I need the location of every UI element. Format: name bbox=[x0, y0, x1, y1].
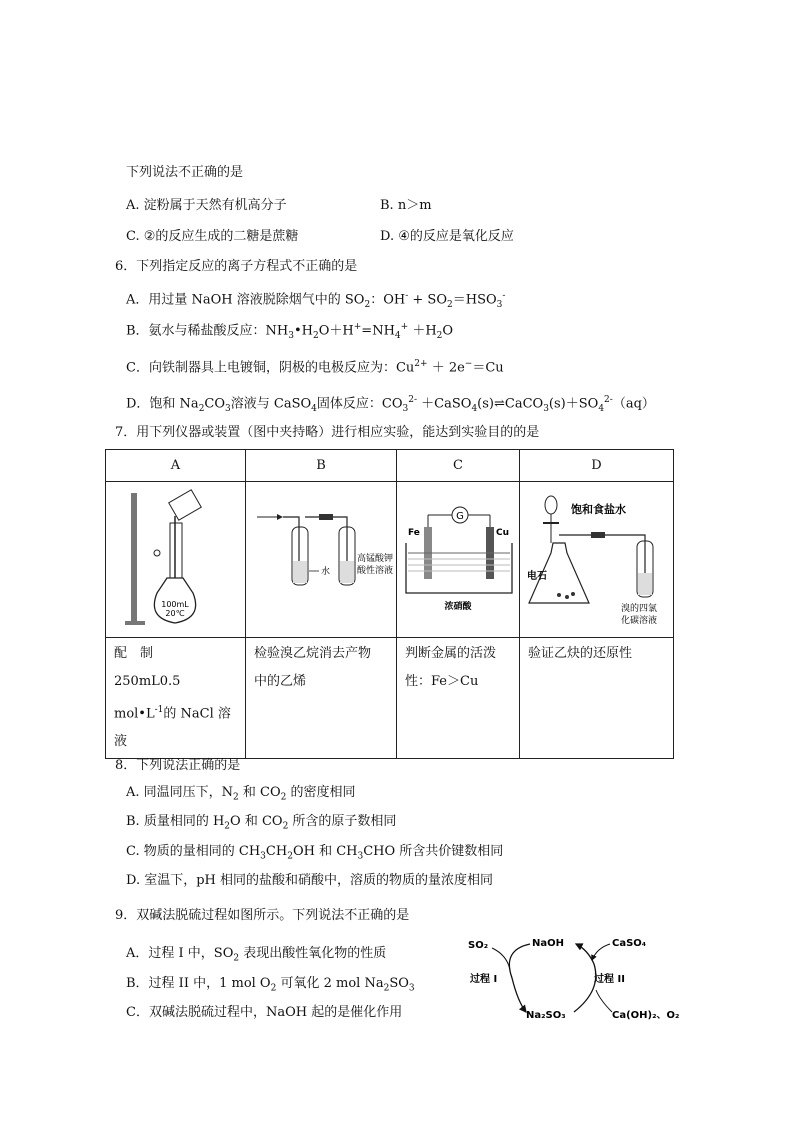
q9-option-c[interactable]: C．双碱法脱硫过程中，NaOH 起的是催化作用 bbox=[126, 1005, 403, 1020]
q6-option-b[interactable]: B．氨水与稀盐酸反应：$NH_3•H_2O+H^+=NH_4^+ +H_2O$ bbox=[126, 322, 454, 341]
cu-electrode-label: Cu bbox=[496, 527, 510, 538]
q9-stem: 9．双碱法脱硫过程如图所示。下列说法不正确的是 bbox=[115, 908, 410, 923]
diag-naoh: NaOH bbox=[532, 938, 564, 949]
q6-option-a[interactable]: A．用过量 NaOH 溶液脱除烟气中的 $SO_2$：$OH^- + SO_2=HSO_3^-$ bbox=[126, 291, 506, 310]
q7-desc-b-line2: 中的乙烯 bbox=[254, 674, 307, 689]
q6-a-tail: ：OH bbox=[370, 292, 406, 308]
diag-so2: SO₂ bbox=[468, 940, 489, 951]
diag-process-2: 过程 II bbox=[594, 974, 625, 985]
q6-option-d[interactable]: D．饱和 $Na_2CO_3$溶液与 CaSO$_4$固体反应：$CO_3^{2-}$ $+CaSO_4(s)\rightleftharpoons CaCO_3(s)+SO_4^{2-}(aq)$ bbox=[126, 395, 655, 414]
q5-option-b[interactable]: B. n＞m bbox=[380, 198, 432, 213]
q8-option-b[interactable]: B. 质量相同的 $H_2O$ 和 $CO_2$ 所含的原子数相同 bbox=[126, 814, 397, 832]
q6-a-text: A．用过量 NaOH 溶液脱除烟气中的 SO bbox=[126, 292, 365, 308]
q7-desc-a-line2: $mol•L^{-1}$的 NaCl 溶液 bbox=[114, 705, 231, 750]
q9-option-a[interactable]: A．过程 I 中，$SO_2$ 表现出酸性氧化物的性质 bbox=[126, 946, 387, 964]
flask-volume-label: 100mL bbox=[160, 599, 189, 609]
q6-c-text: C．向铁制器具上电镀铜，阴极的电极反应为：Cu bbox=[126, 360, 415, 376]
q7-apparatus-c[interactable] bbox=[397, 482, 520, 638]
fe-electrode-label: Fe bbox=[408, 527, 420, 538]
q7-header-a: A bbox=[106, 450, 246, 482]
q7-desc-b bbox=[246, 638, 397, 759]
q7-desc-d bbox=[520, 638, 674, 759]
calcium-carbide-label: 电石 bbox=[526, 570, 547, 582]
q5-option-c[interactable]: C. ②的反应生成的二糖是蔗糖 bbox=[126, 229, 299, 244]
q8-option-c[interactable]: C. 物质的量相同的 $CH_3CH_2OH$ 和 $CH_3CHO$ 所含共价键数相同 bbox=[126, 844, 504, 862]
q9-option-b[interactable]: B．过程 II 中，1 mol $O_2$ 可氧化 2 mol $Na_2SO_3$ bbox=[126, 976, 415, 994]
q7-apparatus-b[interactable] bbox=[246, 482, 397, 638]
q8-option-a[interactable]: A. 同温同压下，$N_2$ 和 $CO_2$ 的密度相同 bbox=[126, 785, 356, 803]
q8-stem: 8．下列说法正确的是 bbox=[115, 758, 241, 773]
q6-d-mid: 溶液与 CaSO bbox=[230, 396, 312, 412]
brine-label: 饱和食盐水 bbox=[570, 502, 626, 516]
q7-apparatus-d[interactable] bbox=[520, 482, 674, 638]
double-alkali-cycle-diagram bbox=[462, 930, 692, 1025]
q7-desc-a-line1: 配 制 250mL0.5 bbox=[114, 646, 181, 689]
q7-header-b: B bbox=[246, 450, 397, 482]
q7-desc-c bbox=[397, 638, 520, 759]
conc-nitric-acid-label: 浓硝酸 bbox=[444, 601, 472, 612]
diag-caso4: CaSO₄ bbox=[612, 938, 647, 949]
q6-d-text: D．饱和 Na bbox=[126, 396, 199, 412]
diag-caoh2-o2: Ca(OH)₂、O₂ bbox=[612, 1010, 680, 1021]
q7-stem: 7．用下列仪器或装置（图中夹持略）进行相应实验，能达到实验目的的是 bbox=[115, 425, 540, 440]
q7-apparatus-a[interactable] bbox=[106, 482, 246, 638]
q6-d-mid2: 固体反应：CO bbox=[316, 396, 403, 412]
diag-na2so3: Na₂SO₃ bbox=[526, 1010, 566, 1021]
q6-stem: 6．下列指定反应的离子方程式不正确的是 bbox=[115, 259, 358, 274]
kmno4-label-1: 高锰酸钾 bbox=[357, 553, 394, 564]
galvanometer-label: G bbox=[456, 510, 464, 522]
q7-desc-d-line1: 验证乙炔的还原性 bbox=[528, 646, 633, 661]
q8-a-text: A. 同温同压下，N bbox=[126, 785, 234, 800]
volumetric-flask-icon bbox=[107, 483, 245, 633]
water-label: 水 bbox=[321, 566, 331, 577]
q5-option-a[interactable]: A. 淀粉属于天然有机高分子 bbox=[126, 198, 287, 213]
diag-process-1: 过程 I bbox=[470, 974, 498, 985]
q7-desc-a-unit: mol•L bbox=[114, 706, 155, 722]
q8-option-d[interactable]: D. 室温下，pH 相同的盐酸和硝酸中，溶质的物质的量浓度相同 bbox=[126, 873, 494, 888]
q8-c-text: C. 物质的量相同的 CH bbox=[126, 844, 261, 859]
q6-option-c[interactable]: C．向铁制器具上电镀铜，阴极的电极反应为：$Cu^{2+} + 2e^-=Cu$ bbox=[126, 359, 504, 376]
bromine-solution-label-1: 溴的四氯 bbox=[620, 603, 657, 614]
q9-b-text: B．过程 II 中，1 mol O bbox=[126, 976, 271, 991]
q9-a-tail: 表现出酸性氧化物的性质 bbox=[243, 946, 387, 961]
q9-a-text: A．过程 I 中，SO bbox=[126, 946, 234, 961]
q7-desc-b-line1: 检验溴乙烷消去产物 bbox=[254, 646, 372, 661]
q5-stem: 下列说法不正确的是 bbox=[126, 165, 244, 180]
q7-desc-c-line2: 性：Fe＞Cu bbox=[405, 674, 479, 689]
galvanic-cell-icon bbox=[398, 483, 518, 633]
kmno4-label-2: 酸性溶液 bbox=[357, 565, 394, 576]
bromine-solution-label-2: 化碳溶液 bbox=[620, 615, 657, 626]
q7-desc-a-tail: 的 NaCl 溶液 bbox=[114, 706, 231, 750]
q9-b-mid: 可氧化 2 mol Na bbox=[280, 976, 384, 991]
q7-header-c: C bbox=[397, 450, 520, 482]
q7-header-d: D bbox=[520, 450, 674, 482]
flask-temp-label: 20℃ bbox=[164, 608, 185, 618]
q8-b-text: B. 质量相同的 H bbox=[126, 814, 225, 829]
q7-desc-c-line1: 判断金属的活泼 bbox=[405, 646, 497, 661]
q7-table bbox=[105, 449, 674, 759]
acetylene-generator-icon bbox=[521, 483, 673, 633]
q5-option-d[interactable]: D. ④的反应是氧化反应 bbox=[380, 229, 514, 244]
test-tube-apparatus-icon bbox=[247, 483, 395, 633]
q7-desc-a bbox=[106, 638, 246, 759]
q6-b-text: B．氨水与稀盐酸反应：NH bbox=[126, 323, 289, 339]
